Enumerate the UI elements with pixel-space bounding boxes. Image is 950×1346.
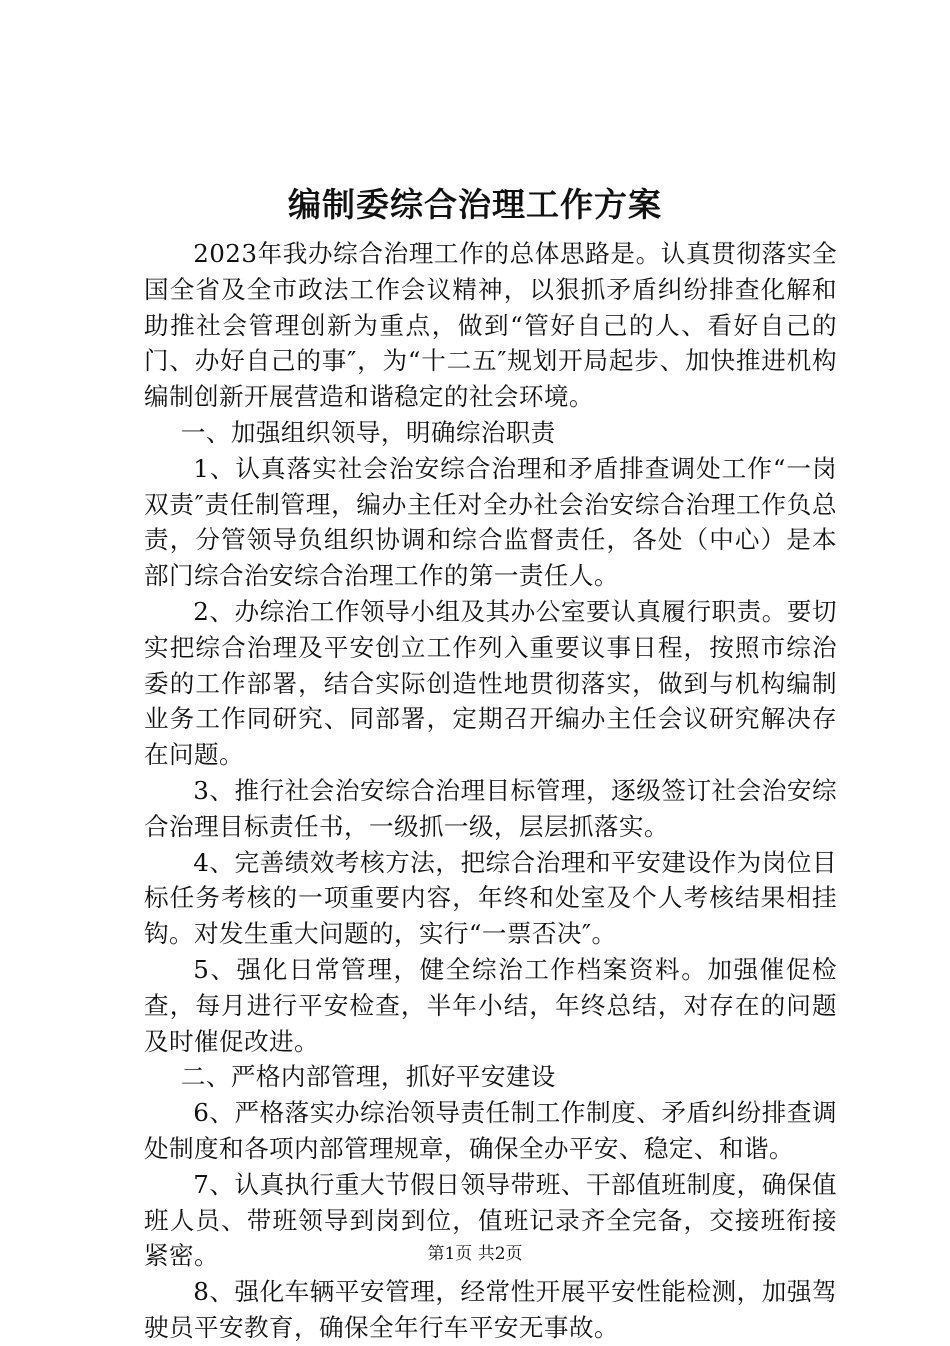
paragraph-item-2: 2、办综治工作领导小组及其办公室要认真履行职责。要切实把综合治理及平安创立工作列入重要议事日程，按照市综治委的工作部署，结合实际创造性地贯彻落实，做到与机构编制业务工作同研究、同部署，定期召开编办主任会议研究解决存在问题。 [144,596,837,770]
paragraph-item-1: 1、认真落实社会治安综合治理和矛盾排查调处工作“一岗双责″责任制管理，编办主任对全办社会治安综合治理工作负总责，分管领导负组织协调和综合监督责任，各处（中心）是本部门综合治安综合治理工作的第一责任人。 [144,453,837,591]
paragraph-item-8: 8、强化车辆平安管理，经常性开展平安性能检测，加强驾驶员平安教育，确保全年行车平安无事故。 [144,1277,837,1342]
paragraph-item-4: 4、完善绩效考核方法，把综合治理和平安建设作为岗位目标任务考核的一项重要内容，年终和处室及个人考核结果相挂钩。对发生重大问题的，实行“一票否决″。 [144,847,837,949]
page-footer: 第1页 共2页 [427,1244,523,1264]
section-heading-1: 一、加强组织领导，明确综治职责 [180,417,556,447]
paragraph-item-5: 5、强化日常管理，健全综治工作档案资料。加强催促检查，每月进行平安检查，半年小结，年终总结，对存在的问题及时催促改进。 [144,954,837,1056]
document-title: 编制委综合治理工作方案 [288,185,662,224]
paragraph-item-7: 7、认真执行重大节假日领导带班、干部值班制度，确保值班人员、带班领导到岗到位，值班记录齐全完备，交接班衔接紧密。 [144,1169,837,1271]
section-heading-2: 二、严格内部管理，抓好平安建设 [180,1062,556,1092]
document-body [144,236,837,1346]
paragraph-item-6: 6、严格落实办综治领导责任制工作制度、矛盾纠纷排查调处制度和各项内部管理规章，确保全办平安、稳定、和谐。 [144,1098,837,1163]
paragraph-item-3: 3、推行社会治安综合治理目标管理，逐级签订社会治安综合治理目标责任书，一级抓一级，层层抓落实。 [144,775,837,841]
intro-paragraph: 2023年我办综合治理工作的总体思路是。认真贯彻落实全国全省及全市政法工作会议精神，以狠抓矛盾纠纷排查化解和助推社会管理创新为重点，做到“管好自己的人、看好自己的门、办好自己的事″，为“十二五″规划开局起步、加快推进机构编制创新开展营造和谐稳定的社会环境。 [144,239,837,412]
